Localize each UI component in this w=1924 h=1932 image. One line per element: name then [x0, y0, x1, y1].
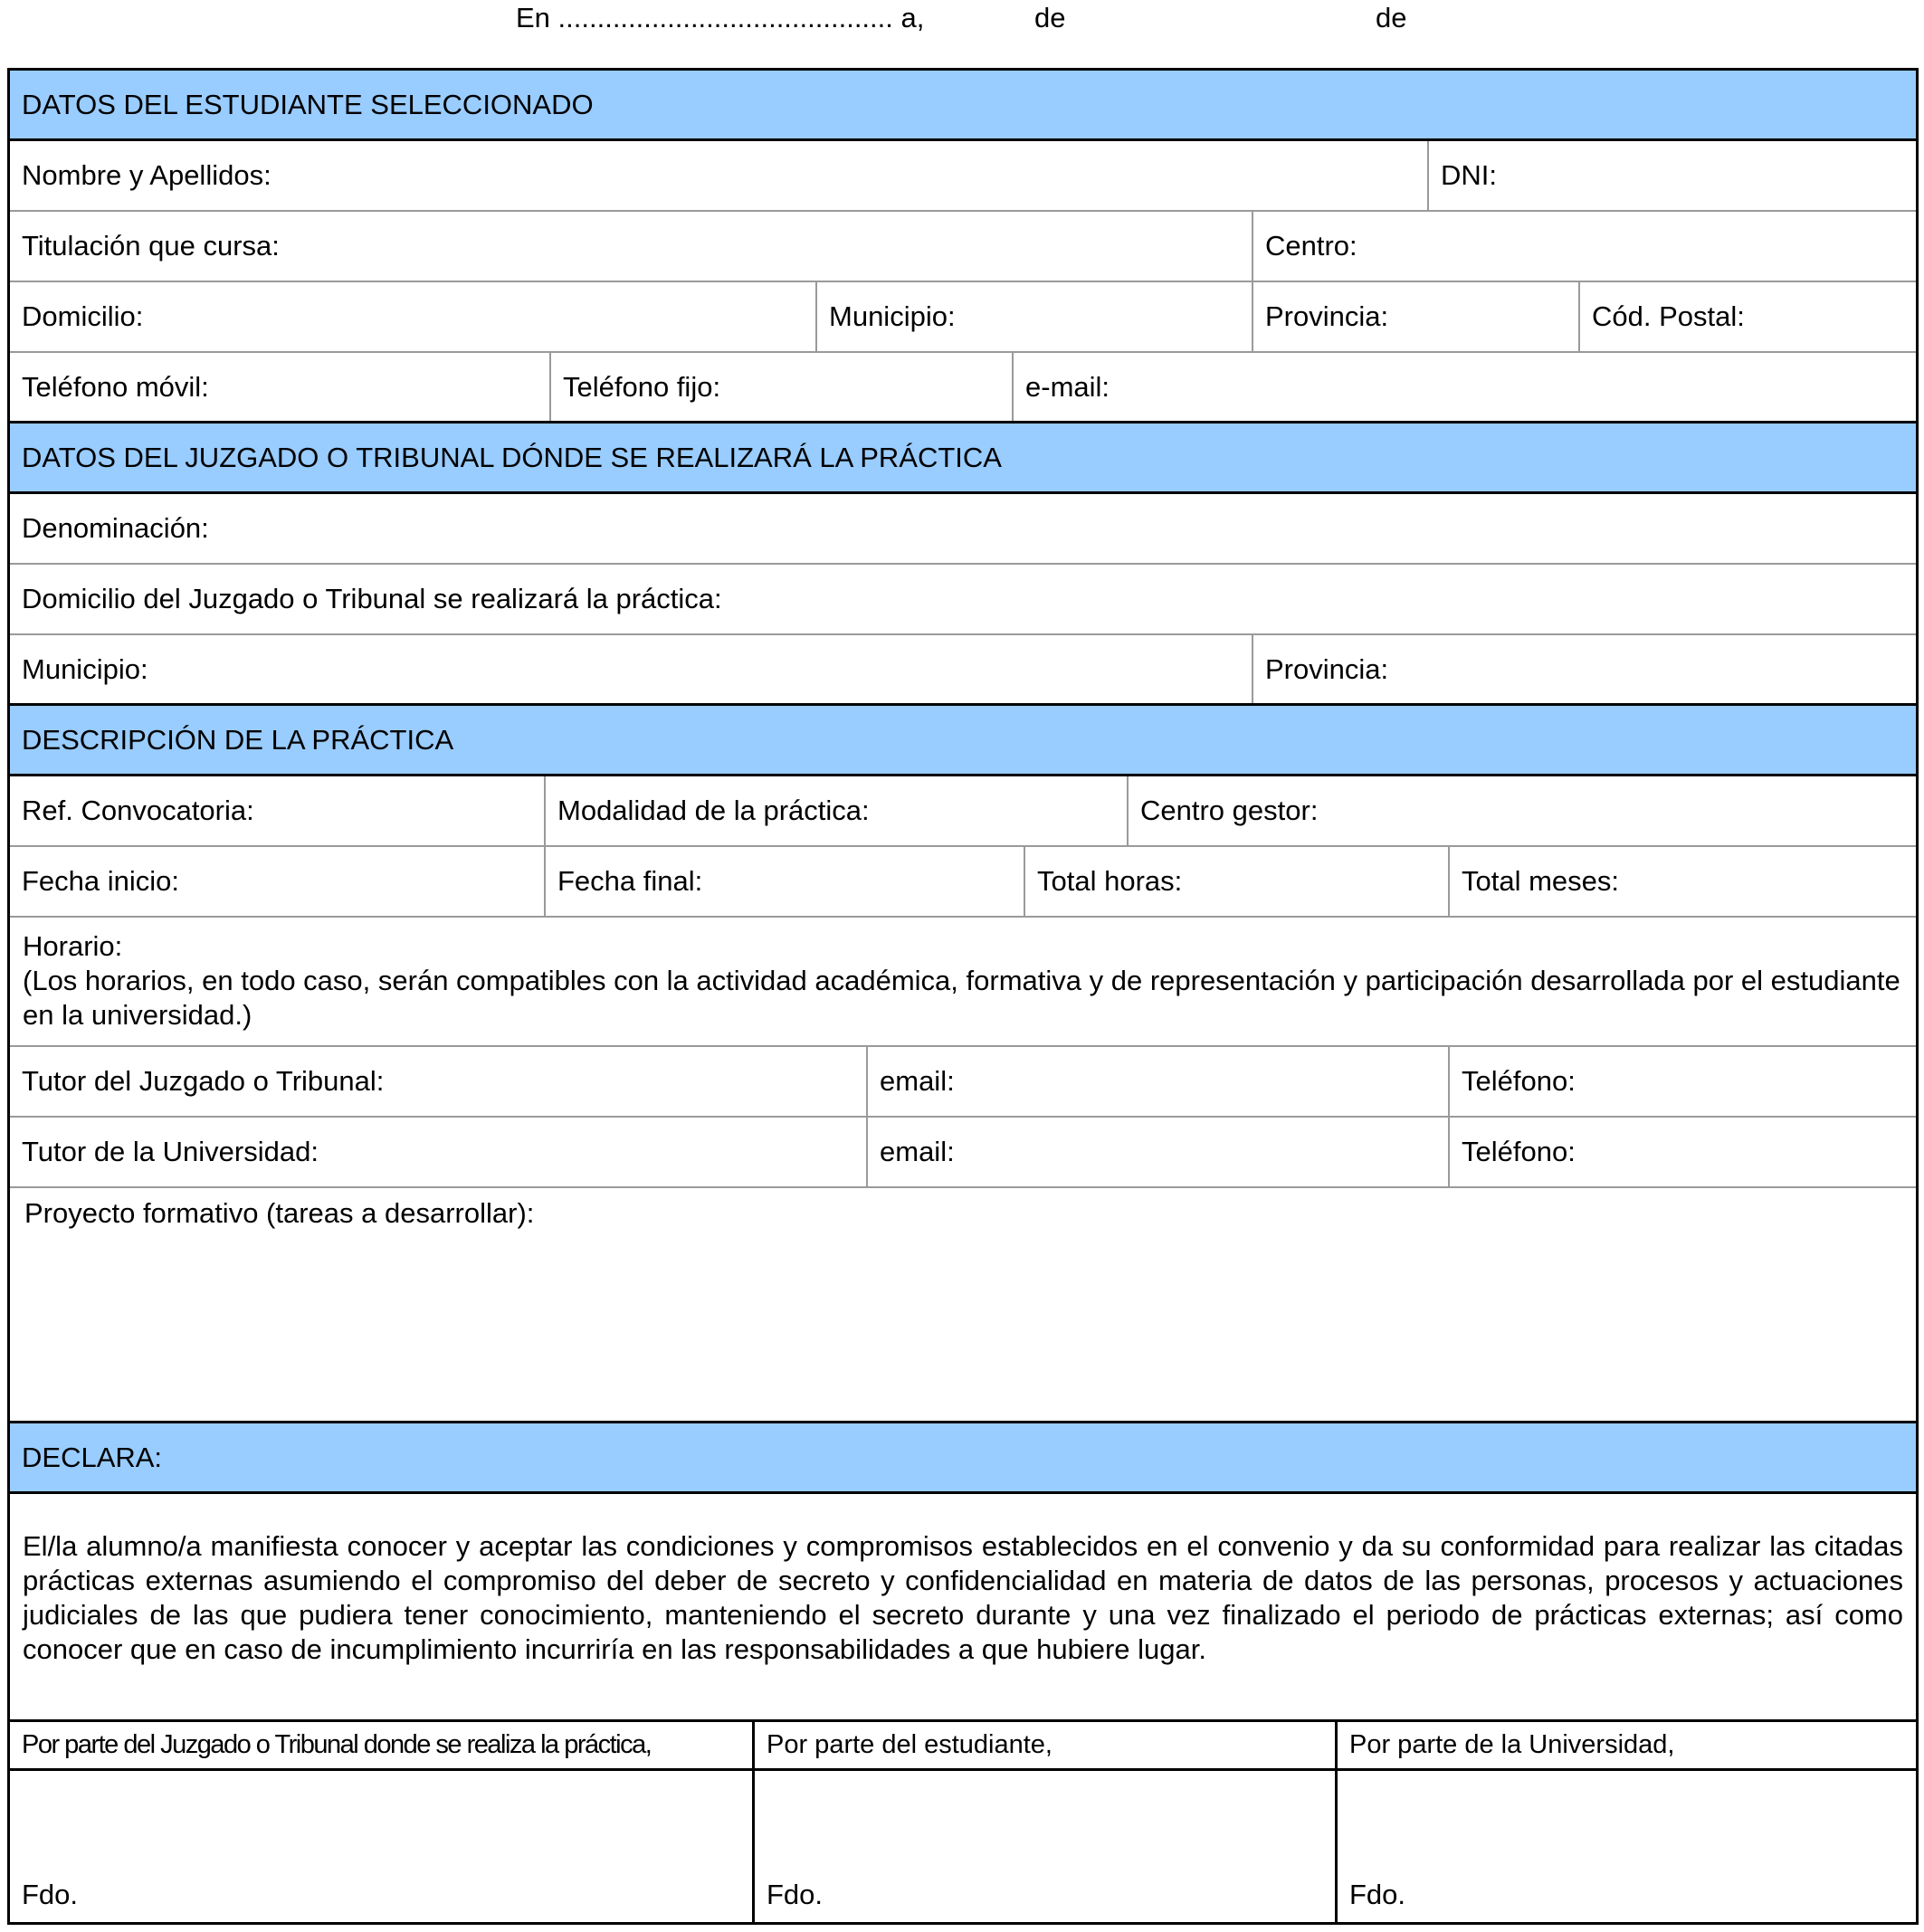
date-place: En ........................................... a, [516, 2, 925, 33]
court-tutor-field[interactable]: Tutor del Juzgado o Tribunal: [22, 1065, 385, 1097]
student-section-title: DATOS DEL ESTUDIANTE SELECCIONADO [22, 88, 594, 120]
declara-text-row [10, 1494, 1916, 1722]
declara-section-title: DECLARA: [22, 1441, 163, 1473]
student-postal-code-field[interactable]: Cód. Postal: [1578, 282, 1916, 351]
signature-student-box[interactable]: Fdo. [752, 1771, 1335, 1922]
call-ref-field[interactable]: Ref. Convocatoria: [22, 795, 254, 826]
student-row-contact [10, 353, 1916, 424]
managing-center-field[interactable]: Centro gestor: [1127, 776, 1916, 845]
date-line [0, 0, 1924, 36]
schedule-note: (Los horarios, en todo caso, serán compatibles con la actividad académica, formativa y de representación y participación desarrollada por el estudiante en la universidad.) [23, 965, 1900, 1031]
student-row-degree [10, 212, 1916, 282]
student-degree-field[interactable]: Titulación que cursa: [22, 230, 280, 262]
start-date-field[interactable]: Fecha inicio: [22, 865, 180, 897]
university-tutor-email-field[interactable]: email: [866, 1118, 1448, 1186]
student-landline-field[interactable]: Teléfono fijo: [549, 353, 1012, 421]
date-de-1: de [1034, 2, 1066, 33]
signature-labels-row [10, 1722, 1916, 1771]
signature-student-label: Por parte del estudiante, [752, 1722, 1335, 1768]
court-row-town [10, 635, 1916, 706]
student-province-field[interactable]: Provincia: [1252, 282, 1578, 351]
student-section-header [10, 71, 1916, 141]
signature-court-box[interactable]: Fdo. [22, 1879, 79, 1910]
student-dni-field[interactable]: DNI: [1427, 141, 1916, 210]
court-row-address [10, 565, 1916, 635]
end-date-field[interactable]: Fecha final: [544, 847, 1024, 916]
practice-row-schedule [10, 918, 1916, 1047]
court-tutor-phone-field[interactable]: Teléfono: [1448, 1047, 1916, 1116]
signature-university-label: Por parte de la Universidad, [1335, 1722, 1916, 1768]
university-tutor-field[interactable]: Tutor de la Universidad: [22, 1136, 319, 1167]
training-project-field[interactable]: Proyecto formativo (tareas a desarrollar): [24, 1197, 535, 1229]
court-town-field[interactable]: Municipio: [22, 652, 148, 685]
practice-mode-field[interactable]: Modalidad de la práctica: [544, 776, 1127, 845]
practice-row-university-tutor [10, 1118, 1916, 1188]
declaration-text: El/la alumno/a manifiesta conocer y aceptar las condiciones y compromisos establecidos en el convenio y da su conformidad para realizar las citadas prácticas externas asumiendo el compromiso del deber de secreto y confidencialidad en materia de datos de las personas, procesos y actuaciones judiciales de las que pudiera tener conocimiento, manteniendo el secreto durante y una vez finalizado el periodo de prácticas externas; así como conocer que en caso de incumplimiento incurriría en las responsabilidades a que hubiere lugar. [23, 1530, 1903, 1665]
student-address-field[interactable]: Domicilio: [22, 300, 144, 332]
practice-section-header [10, 706, 1916, 776]
court-section-title: DATOS DEL JUZGADO O TRIBUNAL DÓNDE SE REALIZARÁ LA PRÁCTICA [22, 441, 1002, 473]
court-section-header [10, 424, 1916, 494]
court-tutor-email-field[interactable]: email: [866, 1047, 1448, 1116]
date-de-2: de [1376, 2, 1407, 33]
signature-court-label: Por parte del Juzgado o Tribunal donde se realiza la práctica, [22, 1730, 652, 1759]
student-center-field[interactable]: Centro: [1252, 212, 1916, 281]
student-mobile-field[interactable]: Teléfono móvil: [22, 370, 209, 403]
practice-row-court-tutor [10, 1047, 1916, 1118]
practice-row-dates [10, 847, 1916, 918]
court-province-field[interactable]: Provincia: [1252, 635, 1916, 703]
student-row-name [10, 141, 1916, 212]
court-name-field[interactable]: Denominación: [22, 512, 209, 544]
schedule-field[interactable] [23, 929, 1903, 1033]
student-row-address [10, 282, 1916, 353]
court-row-name [10, 494, 1916, 565]
student-email-field[interactable]: e-mail: [1012, 353, 1916, 421]
total-hours-field[interactable]: Total horas: [1024, 847, 1448, 916]
practice-row-ref [10, 776, 1916, 847]
student-town-field[interactable]: Municipio: [815, 282, 1252, 351]
practice-section-title: DESCRIPCIÓN DE LA PRÁCTICA [22, 723, 454, 756]
signature-boxes-row [10, 1771, 1916, 1922]
schedule-label: Horario: [23, 930, 123, 962]
signature-university-box[interactable]: Fdo. [1335, 1771, 1916, 1922]
court-address-field[interactable]: Domicilio del Juzgado o Tribunal se realizará la práctica: [22, 583, 722, 614]
practice-form [7, 68, 1919, 1925]
university-tutor-phone-field[interactable]: Teléfono: [1448, 1118, 1916, 1186]
total-months-field[interactable]: Total meses: [1448, 847, 1916, 916]
student-name-field[interactable]: Nombre y Apellidos: [22, 159, 271, 191]
declara-section-header [10, 1423, 1916, 1494]
practice-row-project [10, 1188, 1916, 1423]
